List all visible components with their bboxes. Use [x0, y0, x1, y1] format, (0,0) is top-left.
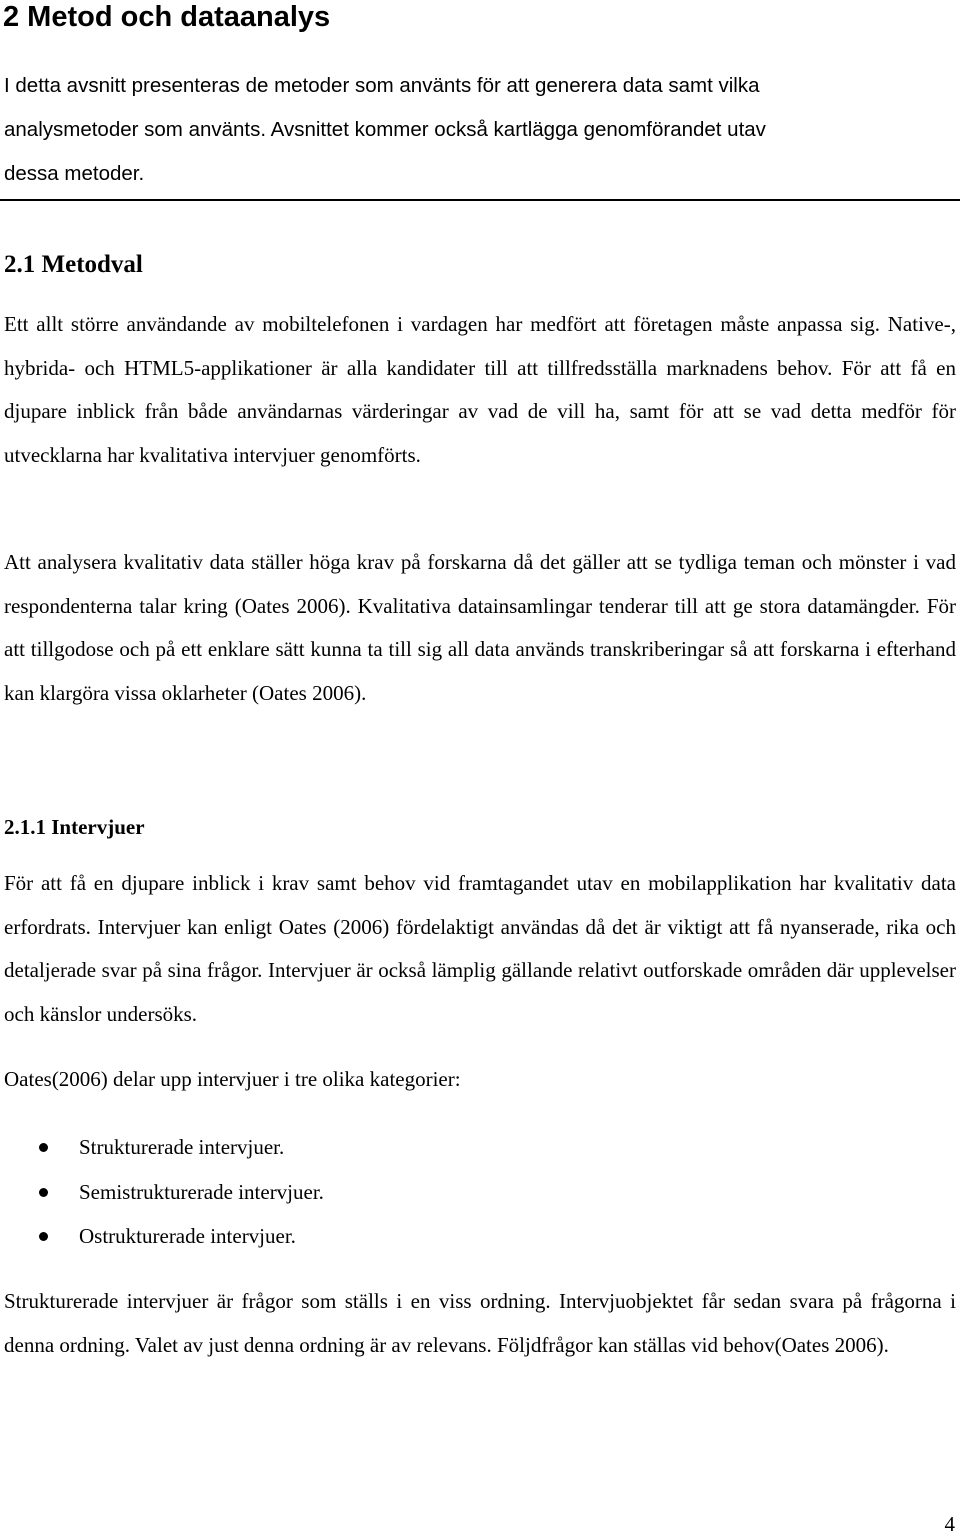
bullet-icon	[39, 1232, 48, 1241]
list-item	[34, 1214, 324, 1259]
list-item-label: Strukturerade intervjuer.	[79, 1135, 285, 1159]
horizontal-rule	[0, 199, 960, 201]
subsection-heading-intervjuer: 2.1.1 Intervjuer	[4, 815, 145, 839]
interview-category-list	[34, 1125, 324, 1259]
bullet-icon	[39, 1188, 48, 1197]
intervjuer-paragraph-1: För att få en djupare inblick i krav samt behov vid framtagandet utav en mobilapplikation har kvalitativ data erfordrats. Intervjuer kan enligt Oates (2006) fördelaktigt användas då det är viktigt att få nyanserade, rika och detaljerade svar på sina frågor. Intervjuer är också lämplig gällande relativt outforskade områden där upplevelser och känslor undersöks.	[4, 871, 956, 1026]
list-item-label: Semistrukturerade intervjuer.	[79, 1179, 324, 1204]
metodval-paragraph-1: Ett allt större användande av mobiltelefonen i vardagen har medfört att företagen måste anpassa sig. Native-, hybrida- och HTML5-applikationer är alla kandidater till att tillfredsställa marknadens behov. För att få en djupare inblick från både användarnas värderingar av vad de vill ha, samt för att se vad detta medför för utvecklarna har kvalitativa intervjuer genomförts.	[4, 312, 956, 467]
list-item	[34, 1170, 324, 1215]
page-number: 4	[944, 1512, 955, 1536]
list-item-label: Ostrukturerade intervjuer.	[79, 1224, 296, 1248]
list-item	[34, 1125, 324, 1170]
section-heading-metodval: 2.1 Metodval	[4, 251, 143, 278]
intervjuer-closing-paragraph: Strukturerade intervjuer är frågor som ställs i en viss ordning. Intervjuobjektet får sedan svara på frågorna i denna ordning. Valet av just denna ordning är av relevans. Följdfrågor kan ställas vid behov(Oates 2006).	[4, 1289, 956, 1357]
intervjuer-paragraph-2: Oates(2006) delar upp intervjuer i tre olika kategorier:	[4, 1067, 461, 1091]
chapter-heading: 2 Metod och dataanalys	[3, 1, 331, 33]
bullet-icon	[39, 1143, 48, 1152]
intro-paragraph: I detta avsnitt presenteras de metoder som använts för att generera data samt vilka analysmetoder som använts. Avsnittet kommer också kartlägga genomförandet utav dessa metoder.	[4, 74, 766, 185]
metodval-paragraph-2: Att analysera kvalitativ data ställer höga krav på forskarna då det gäller att se tydliga teman och mönster i vad respondenterna talar kring (Oates 2006). Kvalitativa datainsamlingar tenderar till att ge stora datamängder. För att tillgodose och på ett enklare sätt kunna ta till sig all data används transkriberingar så att forskarna i efterhand kan klargöra vissa oklarheter (Oates 2006).	[4, 550, 956, 705]
